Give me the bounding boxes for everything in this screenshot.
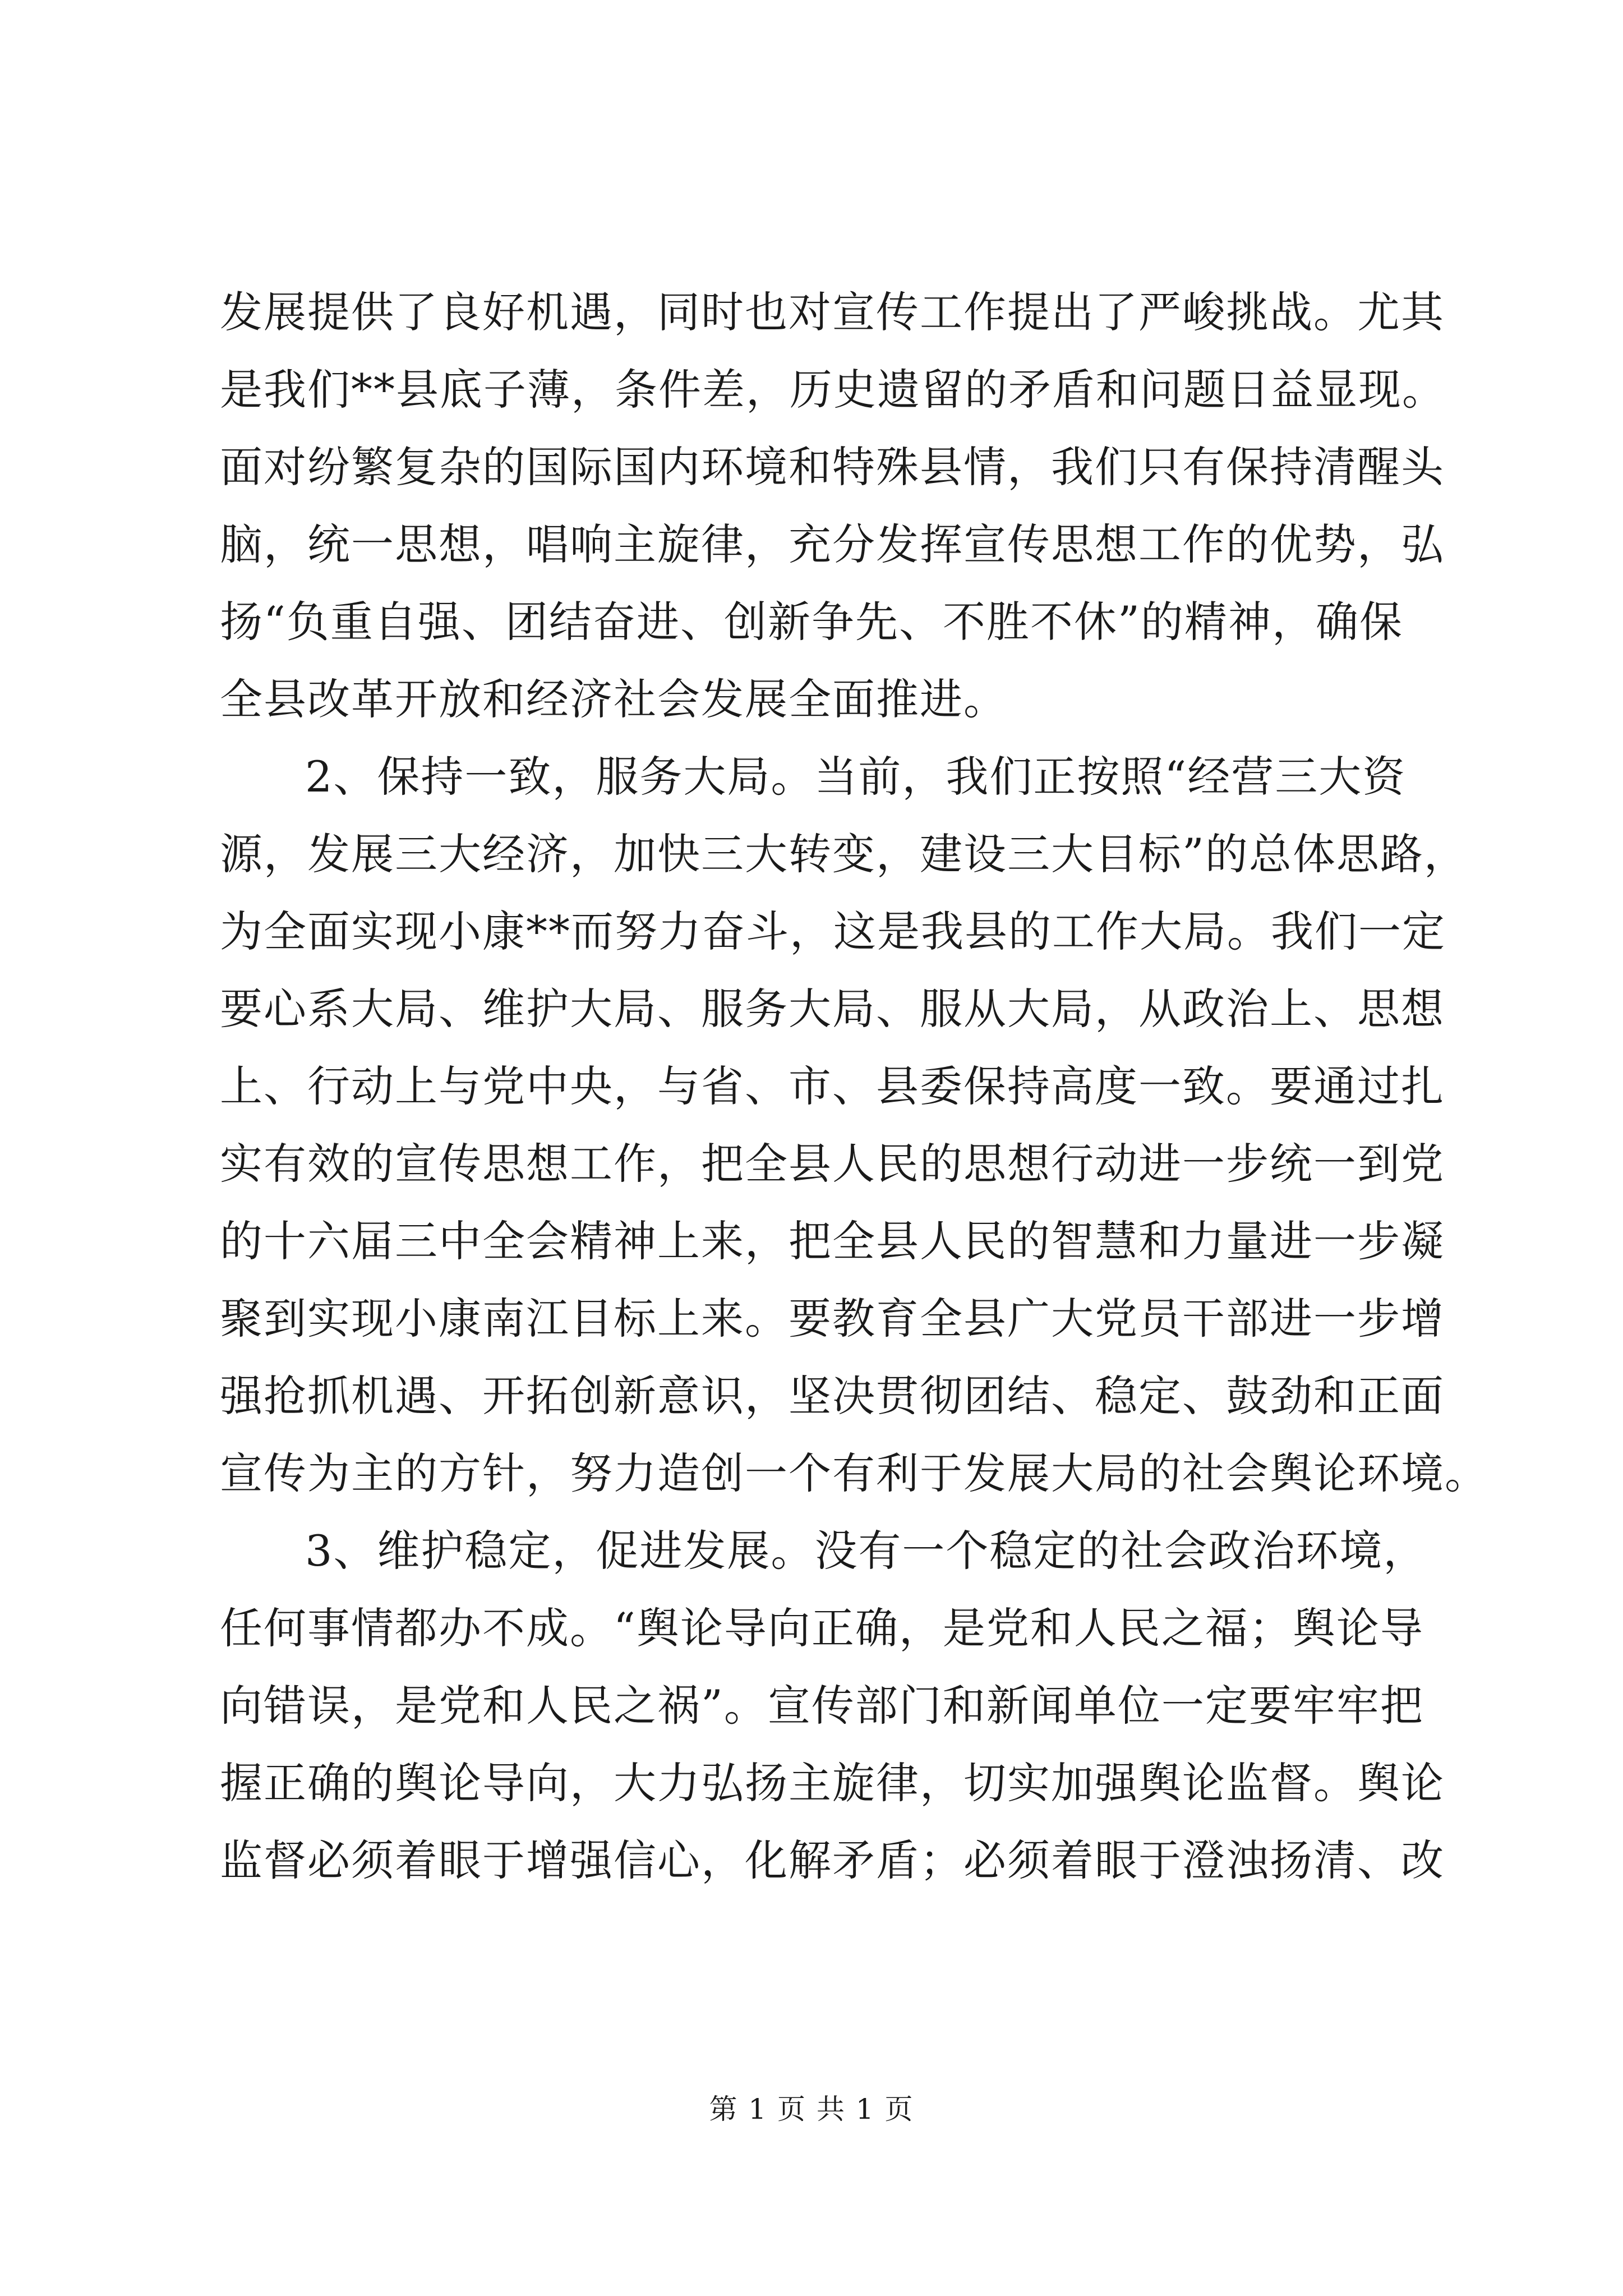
paragraph-heading-line: 3、维护稳定，促进发展。没有一个稳定的社会政治环境， — [305, 1526, 1427, 1576]
text-line: 是我们**县底子薄，条件差，历史遗留的矛盾和问题日益显现。 — [220, 365, 1446, 415]
text-line: 上、行动上与党中央，与省、市、县委保持高度一致。要通过扎 — [220, 1061, 1445, 1111]
text-line: 面对纷繁复杂的国际国内环境和特殊县情，我们只有保持清醒头 — [220, 442, 1445, 492]
text-line: 实有效的宣传思想工作，把全县人民的思想行动进一步统一到党 — [220, 1139, 1445, 1189]
text-line: 监督必须着眼于增强信心，化解矛盾；必须着眼于澄浊扬清、改 — [220, 1835, 1445, 1885]
body-text — [220, 274, 1488, 1899]
text-line: 向错误，是党和人民之祸”。宣传部门和新闻单位一定要牢牢把 — [220, 1681, 1424, 1731]
text-line: 发展提供了良好机遇，同时也对宣传工作提出了严峻挑战。尤其 — [220, 287, 1445, 337]
text-line: 全县改革开放和经济社会发展全面推进。 — [220, 674, 1007, 724]
text-line: 要心系大局、维护大局、服务大局、服从大局，从政治上、思想 — [220, 984, 1445, 1034]
text-line: 任何事情都办不成。“舆论导向正确，是党和人民之福；舆论导 — [220, 1603, 1424, 1653]
text-line: 宣传为主的方针，努力造创一个有利于发展大局的社会舆论环境。 — [220, 1448, 1488, 1498]
text-line: 扬“负重自强、团结奋进、创新争先、不胜不休”的精神，确保 — [220, 597, 1403, 647]
text-line: 聚到实现小康南江目标上来。要教育全县广大党员干部进一步增 — [220, 1294, 1445, 1343]
text-line: 脑，统一思想，唱响主旋律，充分发挥宣传思想工作的优势，弘 — [220, 519, 1445, 569]
paragraph-heading-line: 2、保持一致，服务大局。当前，我们正按照“经营三大资 — [305, 752, 1407, 802]
text-line: 的十六届三中全会精神上来，把全县人民的智慧和力量进一步凝 — [220, 1216, 1445, 1266]
page-number-footer: 第 1 页 共 1 页 — [709, 2093, 914, 2125]
text-line: 为全面实现小康**而努力奋斗，这是我县的工作大局。我们一定 — [220, 907, 1446, 956]
text-line: 握正确的舆论导向，大力弘扬主旋律，切实加强舆论监督。舆论 — [220, 1758, 1445, 1808]
text-line: 源，发展三大经济，加快三大转变，建设三大目标”的总体思路， — [220, 829, 1468, 879]
text-line: 强抢抓机遇、开拓创新意识，坚决贯彻团结、稳定、鼓劲和正面 — [220, 1371, 1445, 1421]
